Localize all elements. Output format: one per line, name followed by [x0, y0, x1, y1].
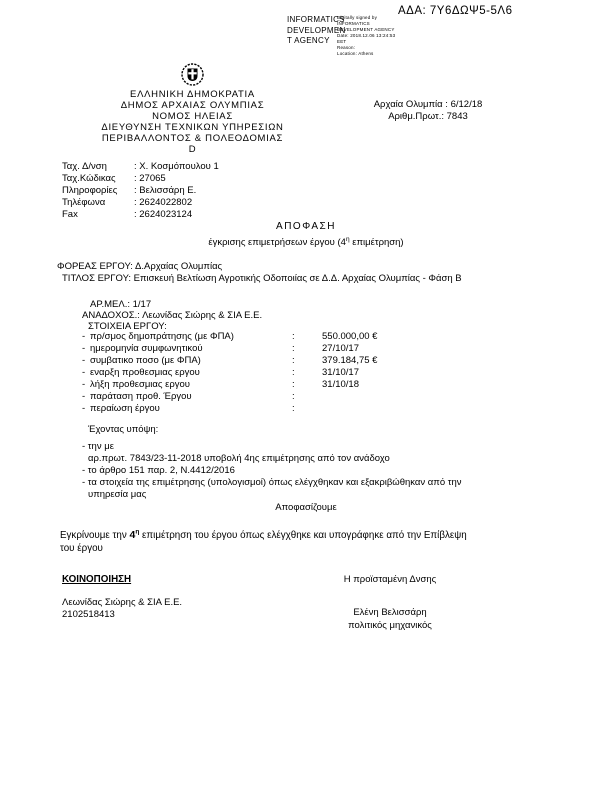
place-date: Αρχαία Ολυμπία : 6/12/18 [373, 99, 483, 110]
bullet: - [82, 379, 86, 390]
signer-title: Η προϊσταμένη Δνσης [343, 574, 437, 585]
bullet: - [82, 331, 86, 342]
ada-code: ΑΔΑ: 7Υ6ΔΩΨ5-5Λ6 [398, 5, 513, 17]
study-number-value: 1/17 [129, 299, 152, 310]
detail-value [322, 403, 432, 415]
contractor-line [82, 310, 262, 321]
gov-header-line: ΔΙΕΥΘΥΝΣΗ ΤΕΧΝΙΚΩΝ ΥΠΗΡΕΣΙΩΝ [101, 122, 284, 133]
protocol-block [338, 99, 518, 122]
detail-row [82, 355, 432, 367]
project-data-heading: ΣΤΟΙΧΕΙΑ ΕΡΓΟΥ: [88, 321, 167, 332]
decision-subtitle-post: επιμέτρηση) [349, 237, 404, 248]
resolution-post: επιμέτρηση του έργου όπως ελέγχθηκε και υπογράφηκε από την Επίβλεψη [139, 530, 467, 541]
signature-agency-name [287, 15, 346, 47]
colon: : [292, 391, 295, 402]
detail-row [82, 379, 432, 391]
considering-item: - τα στοιχεία της επιμέτρησης (υπολογισμοί) όπως ελέγχθηκαν και εξακριβώθηκαν από την [82, 477, 462, 488]
project-agency-line [57, 261, 222, 272]
detail-row [82, 331, 432, 343]
bullet: - [82, 391, 86, 402]
project-title-value: Επισκευή Βελτίωση Αγροτικής Οδοποιίας σε Δ.Δ. Αρχαίας Ολυμπίας - Φάση Β [131, 273, 462, 284]
detail-label: συμβατικο ποσο (με ΦΠΑ) [90, 355, 201, 366]
contact-label: Fax [62, 209, 78, 220]
contractor-label: ΑΝΑΔΟΧΟΣ.: [82, 310, 140, 321]
detail-row [82, 403, 432, 415]
project-agency-label: ΦΟΡΕΑΣ ΕΡΓΟΥ: [57, 261, 133, 272]
considering-heading: Έχοντας υπόψη: [88, 424, 159, 435]
contact-row [62, 197, 292, 209]
colon: : [292, 343, 295, 354]
resolution-paragraph [60, 529, 570, 555]
agency-line: T AGENCY [287, 36, 330, 45]
contact-value: : 27065 [134, 173, 166, 184]
considering-item: - το άρθρο 151 παρ. 2, Ν.4412/2016 [82, 465, 235, 476]
detail-label: εναρξη προθεσμιας εργου [90, 367, 200, 378]
resolution-heading: Αποφασίζουμε [275, 502, 337, 513]
greek-emblem-icon [181, 63, 204, 86]
contact-label: Ταχ.Κώδικας [62, 173, 116, 184]
detail-row [82, 391, 432, 403]
colon: : [292, 331, 295, 342]
colon: : [292, 403, 295, 414]
signature-detail-line: Location: Athens [337, 51, 374, 56]
contact-label: Πληροφορίες [62, 185, 118, 196]
considering-item: - την με [82, 441, 114, 452]
detail-label: πρ/σμος δημοπράτησης (με ΦΠΑ) [90, 331, 234, 342]
agency-line: DEVELOPMEN [287, 25, 346, 35]
detail-value [322, 391, 432, 403]
detail-label: ημερομηνία συμφωνητικού [90, 343, 203, 354]
contact-value: : Βελισσάρη Ε. [134, 185, 197, 196]
government-header [55, 63, 330, 155]
signature-detail-line: DEVELOPMENT AGENCY [337, 27, 395, 32]
notification-recipient: Λεωνίδας Σιώρης & ΣΙΑ Ε.Ε. [62, 597, 183, 608]
contractor-value: Λεωνίδας Σιώρης & ΣΙΑ Ε.Ε. [139, 310, 263, 321]
signature-detail-line: EET [337, 39, 347, 44]
contact-value: : Χ. Κοσμόπουλου 1 [134, 161, 219, 172]
contact-block [62, 161, 292, 221]
detail-value: 31/10/17 [322, 367, 359, 378]
considering-item: αρ.πρωτ. 7843/23-11-2018 υποβολή 4ης επιμέτρησης από τον ανάδοχο [88, 453, 390, 464]
signer-block [300, 606, 480, 632]
protocol-number: Αριθμ.Πρωτ.: 7843 [388, 110, 468, 122]
detail-label: παράταση προθ. Έργου [90, 391, 192, 402]
signature-detail-line: Reason: [337, 45, 356, 50]
signer-name: Ελένη Βελισσάρη [353, 607, 427, 618]
bullet: - [82, 343, 86, 354]
gov-header-line: ΔΗΜΟΣ ΑΡΧΑΙΑΣ ΟΛΥΜΠΙΑΣ [120, 100, 265, 111]
resolution-pre: Εγκρίνουμε την [60, 530, 130, 541]
bullet: - [82, 355, 86, 366]
detail-value: 379.184,75 € [322, 355, 378, 366]
notification-heading: ΚΟΙΝΟΠΟΙΗΣΗ [62, 574, 132, 585]
bullet: - [82, 367, 86, 378]
contact-row [62, 209, 292, 221]
contact-row [62, 173, 292, 185]
gov-header-line: ΝΟΜΟΣ ΗΛΕΙΑΣ [152, 111, 233, 122]
detail-value: 550.000,00 € [322, 331, 378, 342]
detail-value: 27/10/17 [322, 343, 359, 354]
study-number-label: ΑΡ.ΜΕΛ.: [90, 299, 130, 310]
gov-header-line: ΠΕΡΙΒΑΛΛΟΝΤΟΣ & ΠΟΛΕΟΔΟΜΙΑΣ [101, 133, 284, 144]
detail-row [82, 367, 432, 379]
decision-subtitle-pre: έγκρισης επιμετρήσεων έργου (4 [208, 237, 346, 248]
detail-value: 31/10/18 [322, 379, 359, 390]
signature-details [337, 15, 417, 57]
bullet: - [82, 403, 86, 414]
contact-value: : 2624022802 [134, 197, 193, 208]
gov-header-line: ΕΛΛΗΝΙΚΗ ΔΗΜΟΚΡΑΤΙΑ [130, 89, 255, 100]
decision-subtitle-sup: η [345, 235, 350, 243]
gov-header-line: D [188, 144, 197, 155]
detail-label: λήξη προθεσμιας εργου [90, 379, 190, 390]
resolution-line2: του έργου [60, 543, 103, 554]
contact-row [62, 161, 292, 173]
colon: : [292, 367, 295, 378]
detail-label: περαίωση έργου [90, 403, 160, 414]
resolution-number-sup: η [135, 528, 140, 536]
signature-detail-line: Date: 2018.12.06 13:24:53 [337, 33, 396, 38]
contact-row [62, 185, 292, 197]
decision-title: ΑΠΟΦΑΣΗ [276, 221, 336, 232]
considering-item: υπηρεσία μας [88, 489, 147, 500]
colon: : [292, 379, 295, 390]
contact-label: Τηλέφωνα [62, 197, 106, 208]
colon: : [292, 355, 295, 366]
agency-line: INFORMATICS [287, 15, 345, 24]
project-title-label: ΤΙΤΛΟΣ ΕΡΓΟΥ: [62, 273, 132, 284]
project-agency-value: Δ.Αρχαίας Ολυμπίας [132, 261, 223, 272]
study-number-line [90, 299, 151, 310]
signature-detail-line: Digitally signed by [337, 15, 378, 20]
contact-label: Ταχ. Δ/νση [62, 161, 107, 172]
resolution-number: 4 [129, 529, 136, 541]
signer-role: πολιτικός μηχανικός [348, 620, 432, 631]
project-title-line [62, 273, 462, 284]
notification-phone: 2102518413 [62, 609, 115, 620]
decision-subtitle [0, 237, 612, 248]
project-details-list [82, 331, 432, 415]
detail-row [82, 343, 432, 355]
signature-detail-line: INFORMATICS [337, 21, 370, 26]
resolution-line1 [60, 529, 570, 542]
contact-value: : 2624023124 [134, 209, 193, 220]
